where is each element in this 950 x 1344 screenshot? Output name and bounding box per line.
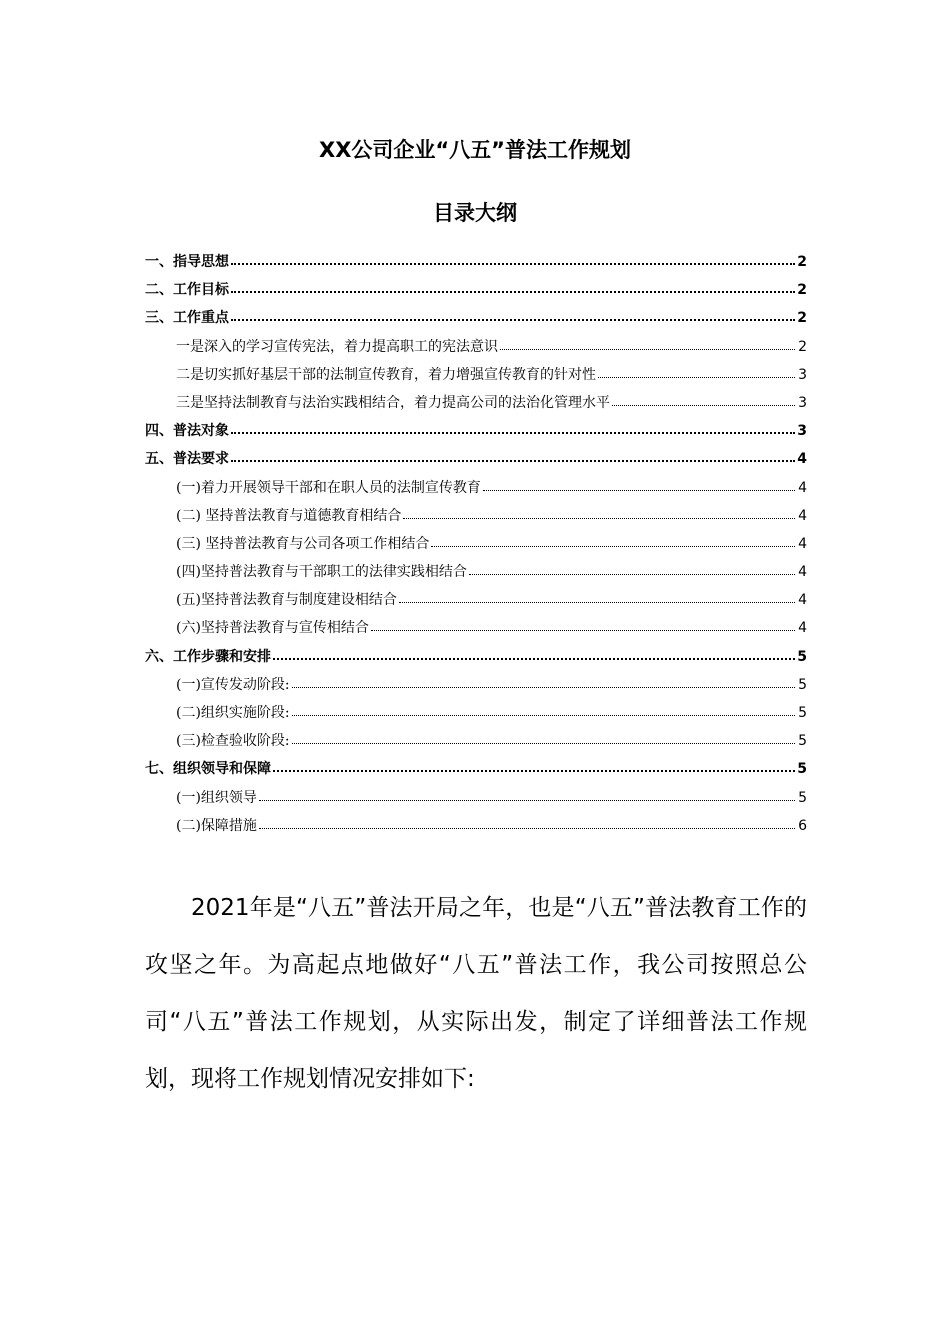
toc-entry-text: (四)坚持普法教育与干部职工的法律实践相结合 [176,564,467,581]
toc-dot-leader [231,263,795,265]
toc-entry-text: (一)组织领导 [176,789,257,806]
toc-page-number: 5 [797,648,807,665]
toc-entry-text: (六)坚持普法教育与宣传相结合 [176,620,369,637]
toc-dot-leader [259,800,795,801]
toc-entry[interactable] [145,333,807,361]
toc-entry-text: 三是坚持法制教育与法治实践相结合，着力提高公司的法治化管理水平 [176,394,610,411]
toc-entry[interactable] [145,389,807,417]
toc-page-number: 5 [798,733,807,750]
toc-dot-leader [231,432,795,434]
toc-dot-leader [259,828,795,829]
toc-entry[interactable] [145,643,807,671]
intro-paragraph: 2021年是“八五”普法开局之年，也是“八五”普法教育工作的攻坚之年。为高起点地做好“八五”普法工作，我公司按照总公司“八五”普法工作规划，从实际出发，制定了详细普法工作规划，现将工作规划情况安排如下: [145,895,807,1092]
toc-entry-text: (二) 坚持普法教育与道德教育相结合 [176,507,402,524]
toc-dot-leader [483,490,795,491]
toc-dot-leader [431,546,795,547]
toc-page-number: 4 [798,592,807,609]
toc-page-number: 2 [798,338,807,355]
toc-page-number: 4 [798,535,807,552]
toc-entry-text: 二是切实抓好基层干部的法制宣传教育，着力增强宣传教育的针对性 [176,366,596,383]
toc-dot-leader [273,658,795,660]
toc-entry-text: 六、工作步骤和安排 [145,648,271,665]
toc-dot-leader [292,743,795,744]
toc-dot-leader [598,377,795,378]
toc-page-number: 4 [798,507,807,524]
toc-page-number: 4 [798,620,807,637]
toc-entry[interactable] [145,445,807,473]
toc-entry[interactable] [145,558,807,586]
toc-entry[interactable] [145,361,807,389]
toc-entry-text: 一是深入的学习宣传宪法，着力提高职工的宪法意识 [176,338,498,355]
toc-entry-text: 五、普法要求 [145,451,229,468]
toc-page-number: 3 [798,366,807,383]
toc-dot-leader [403,518,795,519]
toc-dot-leader [292,687,795,688]
toc-entry-text: 四、普法对象 [145,423,229,440]
toc-entry-text: (三)检查验收阶段: [176,733,290,750]
toc-page-number: 2 [797,282,807,299]
toc-entry[interactable] [145,671,807,699]
toc-entry-text: (一)宣传发动阶段: [176,676,290,693]
toc-entry[interactable] [145,727,807,755]
toc-dot-leader [231,291,795,293]
toc-dot-leader [273,770,795,772]
table-of-contents [145,248,807,840]
toc-page-number: 3 [798,394,807,411]
toc-entry[interactable] [145,276,807,304]
toc-dot-leader [231,460,795,462]
toc-entry[interactable] [145,248,807,276]
toc-page-number: 5 [797,761,807,778]
toc-entry[interactable] [145,304,807,332]
toc-dot-leader [469,574,795,575]
toc-page-number: 4 [798,564,807,581]
toc-dot-leader [500,349,795,350]
toc-entry[interactable] [145,699,807,727]
toc-entry[interactable] [145,530,807,558]
toc-page-number: 2 [797,310,807,327]
toc-entry-text: (三) 坚持普法教育与公司各项工作相结合 [176,535,430,552]
toc-page-number: 3 [797,423,807,440]
toc-dot-leader [399,602,795,603]
toc-entry-text: 七、组织领导和保障 [145,761,271,778]
toc-page-number: 5 [798,705,807,721]
toc-entry-text: (二)保障措施 [176,817,257,834]
toc-entry-text: 三、工作重点 [145,310,229,327]
toc-page-number: 4 [797,451,807,468]
toc-dot-leader [371,630,795,631]
toc-page-number: 4 [798,479,807,496]
toc-entry[interactable] [145,502,807,530]
toc-entry-text: (一)着力开展领导干部和在职人员的法制宣传教育 [176,479,481,496]
toc-page-number: 6 [798,817,807,834]
toc-page-number: 5 [798,789,807,806]
toc-entry[interactable] [145,586,807,614]
toc-entry[interactable] [145,474,807,502]
toc-entry[interactable] [145,812,807,840]
toc-entry[interactable] [145,614,807,642]
toc-entry-text: (二)组织实施阶段: [176,705,290,721]
toc-dot-leader [231,319,795,321]
toc-page-number: 2 [797,254,807,270]
toc-heading: 目录大纲 [433,201,517,225]
toc-page-number: 5 [798,676,807,693]
toc-entry[interactable] [145,784,807,812]
toc-entry-text: 二、工作目标 [145,282,229,299]
document-title: XX公司企业“八五”普法工作规划 [319,138,631,162]
toc-entry-text: 一、指导思想 [145,254,229,270]
toc-entry[interactable] [145,417,807,445]
toc-entry-text: (五)坚持普法教育与制度建设相结合 [176,592,397,609]
toc-dot-leader [612,405,795,406]
toc-dot-leader [292,715,795,716]
toc-entry[interactable] [145,755,807,783]
